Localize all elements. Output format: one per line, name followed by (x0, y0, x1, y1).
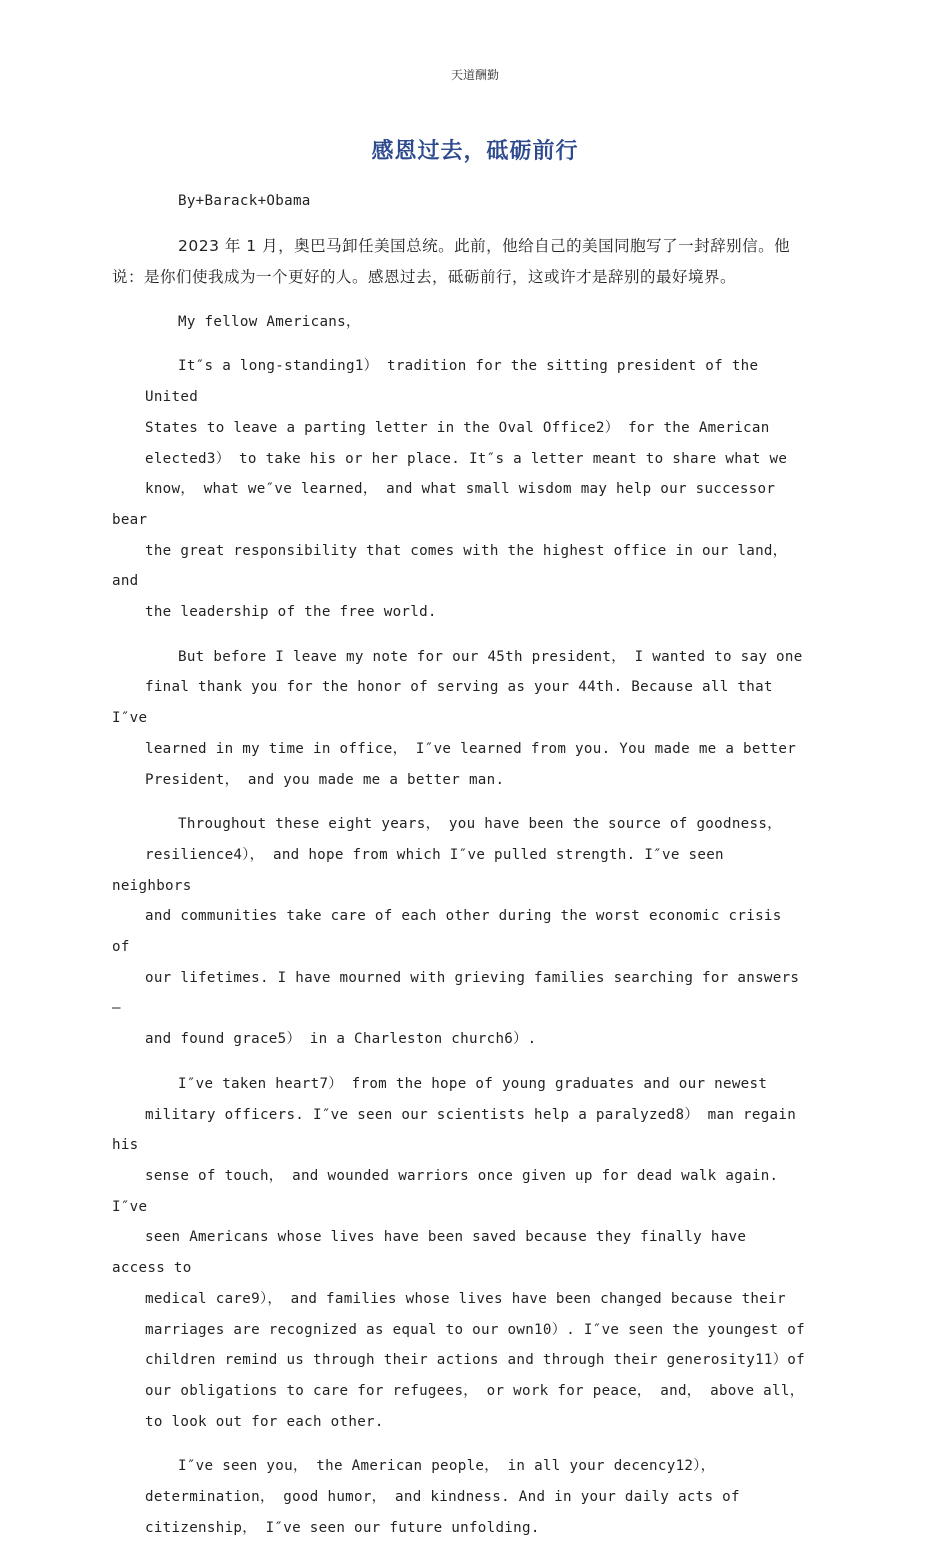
paragraph-line: I″ve taken heart7） from the hope of young graduates and our newest (178, 1075, 768, 1092)
paragraph-line: final thank you for the honor of serving as your 44th. Because all that I″ve (112, 679, 773, 727)
paragraph-line: elected3） to take his or her place. It″s a letter meant to share what we (145, 450, 788, 467)
paragraph-line: the great responsibility that comes with the highest office in our land， and (112, 542, 788, 590)
paragraph-line: But before I leave my note for our 45th president， I wanted to say one (178, 648, 803, 665)
paragraph-line: to look out for each other. (145, 1413, 384, 1430)
paragraph-line: our lifetimes. I have mourned with grieving families searching for answers— (112, 969, 800, 1017)
intro-paragraph (112, 231, 805, 293)
intro-line: 2023 年 1 月，奥巴马卸任美国总统。此前，他给自己的美国同胞写了一封辞别信。他 (178, 236, 791, 255)
paragraph-5 (145, 1451, 805, 1543)
intro-line: 说：是你们使我成为一个更好的人。感恩过去，砥砺前行，这或许才是辞别的最好境界。 (112, 267, 737, 286)
byline: By+Barack+Obama (178, 193, 311, 209)
paragraph-line: seen Americans whose lives have been saved because they finally have access to (112, 1229, 747, 1277)
paragraph-1 (112, 351, 805, 627)
paragraph-line: sense of touch， and wounded warriors once given up for dead walk again. I″ve (112, 1167, 779, 1215)
paragraph-line: and found grace5） in a Charleston church6）. (145, 1031, 537, 1048)
paragraph-2 (112, 642, 805, 796)
paragraph-line: medical care9）， and families whose lives have been changed because their (145, 1290, 786, 1307)
paragraph-line: President， and you made me a better man. (145, 771, 505, 788)
paragraph-line: our obligations to care for refugees， or work for peace， and， above all， (145, 1382, 805, 1399)
paragraph-3 (112, 809, 805, 1055)
paragraph-line: and communities take care of each other during the worst economic crisis of (112, 908, 782, 956)
paragraph-line: It″s a long-standing1） tradition for the sitting president of the United (145, 358, 759, 406)
paragraph-line: children remind us through their actions and through their generosity11）of (145, 1352, 805, 1369)
paragraph-line: military officers. I″ve seen our scientists help a paralyzed8） man regain his (112, 1106, 797, 1154)
article-title: 感恩过去，砥砺前行 (371, 139, 579, 164)
article-body (112, 186, 805, 1557)
paragraph-line: States to leave a parting letter in the Oval Office2） for the American (145, 419, 770, 436)
paragraph-line: citizenship， I″ve seen our future unfolding. (145, 1519, 540, 1536)
paragraph-line: learned in my time in office， I″ve learned from you. You made me a better (145, 740, 797, 757)
paragraph-line: resilience4）， and hope from which I″ve pulled strength. I″ve seen neighbors (112, 846, 724, 894)
paragraph-4 (112, 1069, 805, 1437)
running-header: 天道酬勤 (450, 68, 499, 82)
paragraph-line: I″ve seen you， the American people， in all your decency12）， (178, 1458, 716, 1475)
paragraph-line: marriages are recognized as equal to our own10）. I″ve seen the youngest of (145, 1321, 805, 1338)
paragraph-line: Throughout these eight years， you have been the source of goodness， (178, 816, 782, 833)
paragraph-line: know， what we″ve learned， and what small wisdom may help our successor bear (112, 481, 776, 528)
paragraph-line: the leadership of the free world. (145, 604, 437, 621)
salutation: My fellow Americans， (178, 313, 361, 330)
paragraph-line: determination， good humor， and kindness. And in your daily acts of (145, 1489, 740, 1506)
